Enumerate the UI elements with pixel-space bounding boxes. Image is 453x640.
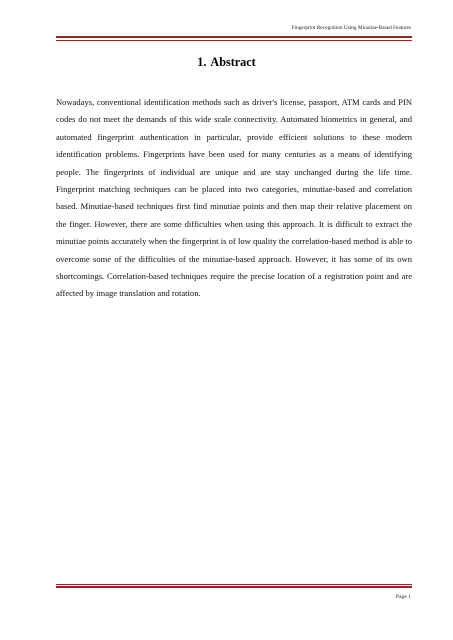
section-number: 1.: [197, 55, 207, 69]
section-heading: [0, 55, 453, 70]
footer-rule-thick: [56, 586, 412, 588]
header-rule-thin: [56, 40, 412, 41]
section-title: Abstract: [210, 55, 256, 69]
header-rule: [56, 36, 412, 40]
footer-rule: [56, 584, 412, 588]
running-header: Fingerprint Recognition Using Minutiae-Based Features: [291, 25, 411, 31]
page-number: Page 1: [395, 594, 411, 600]
abstract-paragraph: Nowadays, conventional identification methods such as driver's license, passport, ATM cards and PIN codes do not meet the demands of this wide scale connectivity. Automated biometrics in general, and automated fingerprint authentication in particular, provide efficient solutions to these modern identification problems. Fingerprints have been used for many centuries as a means of identifying people. The fingerprints of individual are unique and are stay unchanged during the life time. Fingerprint matching techniques can be placed into two categories, minutiae-based and correlation based. Minutiae-based techniques first find minutiae points and then map their relative placement on the finger. However, there are some difficulties when using this approach. It is difficult to extract the minutiae points accurately when the fingerprint is of low quality the correlation-based method is able to overcome some of the difficulties of the minutiae-based approach. However, it has some of its own shortcomings. Correlation-based techniques require the precise location of a registration point and are affected by image translation and rotation.: [56, 97, 412, 299]
footer-rule-thin: [56, 584, 412, 585]
header-rule-thick: [56, 36, 412, 38]
